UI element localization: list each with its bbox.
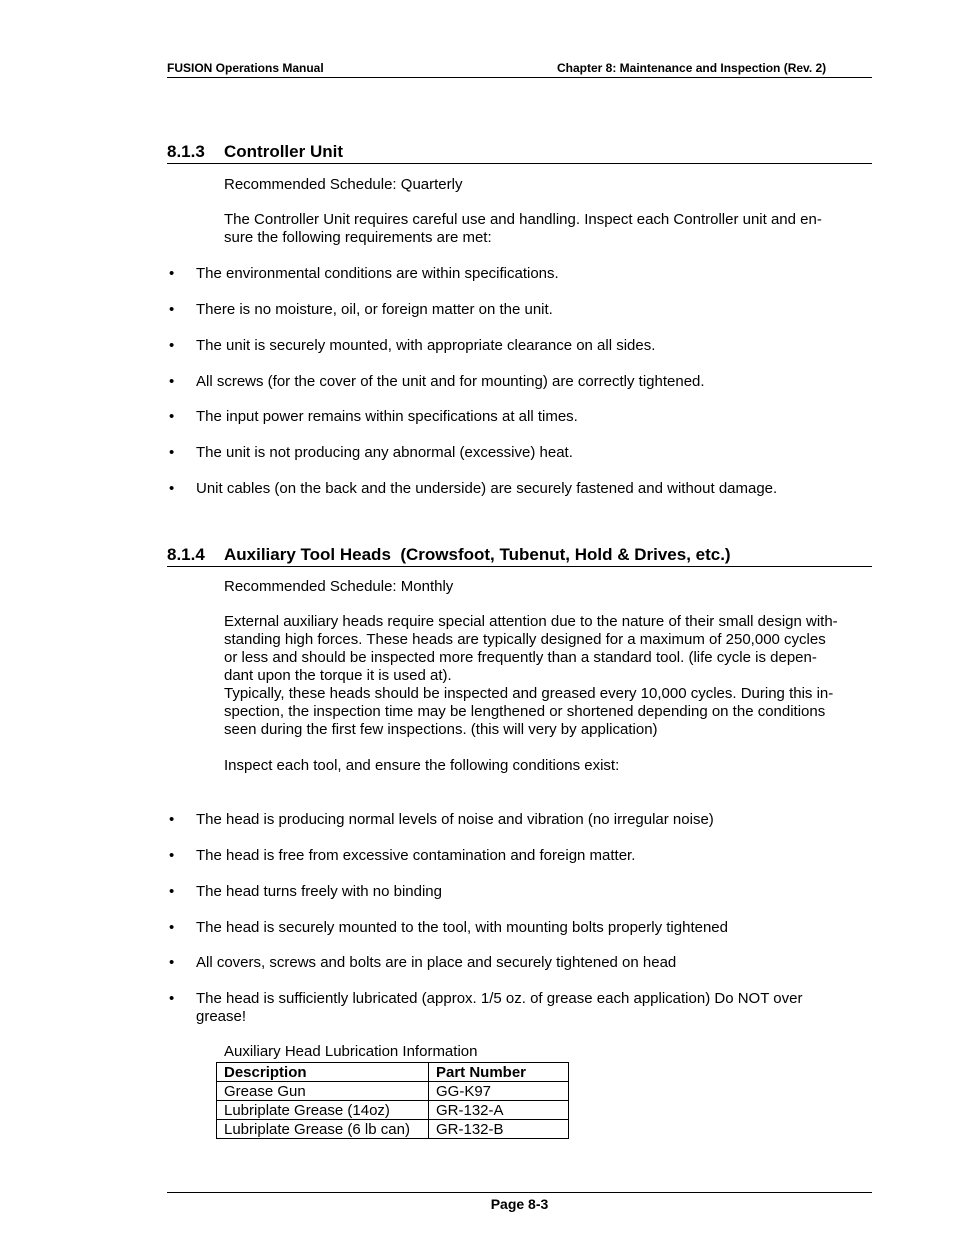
list-item-text: The head is free from excessive contamination and foreign matter.: [196, 847, 636, 864]
lubrication-table: [216, 1062, 569, 1139]
list-item-text: The unit is securely mounted, with appropriate clearance on all sides.: [196, 337, 656, 354]
page-number: Page 8-3: [490, 1196, 549, 1212]
bullet-icon: •: [169, 811, 175, 828]
table-cell: GR-132-A: [429, 1101, 569, 1120]
list-item-text: The environmental conditions are within specifications.: [196, 265, 559, 282]
paragraph-line: standing high forces. These heads are typically designed for a maximum of 250,000 cycles: [224, 631, 826, 648]
paragraph-line: or less and should be inspected more frequently than a standard tool. (life cycle is depen-: [224, 649, 817, 666]
bullet-icon: •: [169, 847, 175, 864]
schedule-text: Recommended Schedule: Monthly: [224, 578, 454, 595]
paragraph-line: seen during the first few inspections. (this will very by application): [224, 721, 658, 738]
section-title: Auxiliary Tool Heads (Crowsfoot, Tubenut, Hold & Drives, etc.): [224, 545, 731, 564]
list-item-text: There is no moisture, oil, or foreign matter on the unit.: [196, 301, 553, 318]
paragraph-line: spection, the inspection time may be lengthened or shortened depending on the conditions: [224, 703, 826, 720]
list-item-line: The head is sufficiently lubricated (approx. 1/5 oz. of grease each application) Do NOT over: [196, 990, 803, 1007]
table-row: [217, 1101, 569, 1120]
list-item-line: grease!: [196, 1008, 247, 1025]
bullet-icon: •: [169, 408, 175, 425]
column-header-description: Description: [217, 1063, 429, 1082]
list-item-text: Unit cables (on the back and the underside) are securely fastened and without damage.: [196, 480, 778, 497]
list-item-text: The unit is not producing any abnormal (excessive) heat.: [196, 444, 573, 461]
table-cell: Lubriplate Grease (14oz): [217, 1101, 429, 1120]
manual-title: FUSION Operations Manual: [167, 61, 324, 75]
page-footer: [167, 1192, 872, 1212]
page-header: [167, 60, 872, 78]
bullet-icon: •: [169, 990, 175, 1007]
bullet-icon: •: [169, 373, 175, 390]
table-row: [217, 1120, 569, 1139]
table-header-row: [217, 1063, 569, 1082]
bullet-icon: •: [169, 883, 175, 900]
table-row: [217, 1082, 569, 1101]
table-cell: Lubriplate Grease (6 lb can): [217, 1120, 429, 1139]
intro-paragraph: [224, 211, 869, 247]
table-caption: Auxiliary Head Lubrication Information: [224, 1043, 478, 1060]
paragraph-line: dant upon the torque it is used at).: [224, 667, 452, 684]
list-item-text: All covers, screws and bolts are in place and securely tightened on head: [196, 954, 677, 971]
table-cell: GR-132-B: [429, 1120, 569, 1139]
list-item-text: The head turns freely with no binding: [196, 883, 442, 900]
chapter-title: Chapter 8: Maintenance and Inspection (Rev. 2): [557, 61, 827, 75]
list-item-text: The head is securely mounted to the tool, with mounting bolts properly tightened: [196, 919, 728, 936]
list-item-text: The head is producing normal levels of noise and vibration (no irregular noise): [196, 811, 714, 828]
list-item-text: The input power remains within specifications at all times.: [196, 408, 578, 425]
paragraph-line: The Controller Unit requires careful use and handling. Inspect each Controller unit and en-: [224, 211, 822, 228]
list-item-text: All screws (for the cover of the unit and for mounting) are correctly tightened.: [196, 373, 705, 390]
section-number: 8.1.4: [167, 545, 205, 564]
body-paragraph: [224, 613, 869, 739]
paragraph-line: sure the following requirements are met:: [224, 229, 492, 246]
schedule-text: Recommended Schedule: Quarterly: [224, 176, 463, 193]
bullet-icon: •: [169, 265, 175, 282]
section-heading-8-1-3: [167, 142, 872, 164]
bullet-icon: •: [169, 337, 175, 354]
table-cell: GG-K97: [429, 1082, 569, 1101]
section-heading-8-1-4: [167, 545, 872, 567]
bullet-icon: •: [169, 444, 175, 461]
table-cell: Grease Gun: [217, 1082, 429, 1101]
inspect-instruction: Inspect each tool, and ensure the following conditions exist:: [224, 757, 620, 774]
bullet-icon: •: [169, 301, 175, 318]
section-title: Controller Unit: [224, 142, 343, 161]
bullet-icon: •: [169, 954, 175, 971]
bullet-icon: •: [169, 480, 175, 497]
column-header-part-number: Part Number: [429, 1063, 569, 1082]
paragraph-line: External auxiliary heads require special attention due to the nature of their small design with-: [224, 613, 838, 630]
bullet-icon: •: [169, 919, 175, 936]
section-number: 8.1.3: [167, 142, 205, 161]
list-item-text: [196, 990, 836, 1026]
paragraph-line: Typically, these heads should be inspected and greased every 10,000 cycles. During this in-: [224, 685, 834, 702]
